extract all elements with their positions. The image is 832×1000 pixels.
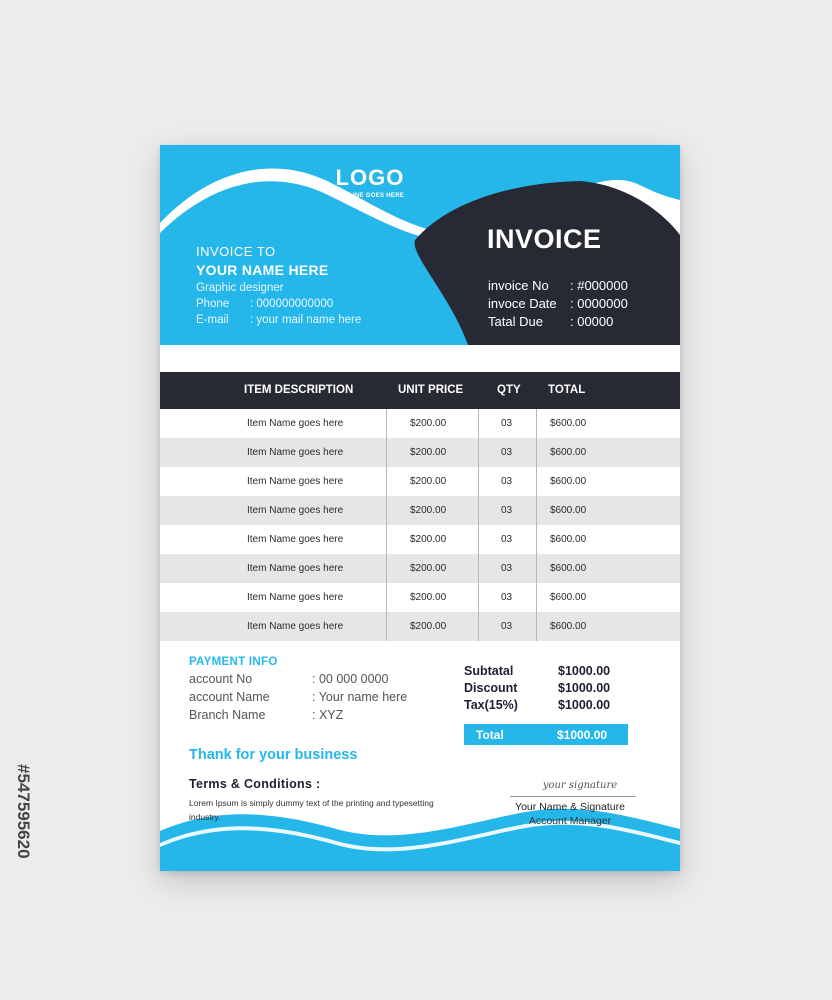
payment-info (189, 656, 407, 722)
email-label: E-mail (196, 314, 229, 326)
account-name-row (189, 690, 407, 704)
account-name-label: account Name (189, 690, 270, 704)
stock-id-watermark (8, 760, 42, 1000)
phone-label: Phone (196, 298, 230, 310)
item-name: Item Name goes here (247, 621, 344, 632)
customer-phone (196, 298, 361, 310)
item-qty: 03 (501, 447, 513, 458)
item-unit-price: $200.00 (410, 563, 447, 574)
header-white-strip (160, 345, 680, 372)
payment-info-title: PAYMENT INFO (189, 656, 278, 668)
branch-name-row (189, 708, 407, 722)
table-row (160, 583, 680, 612)
signature-line (510, 796, 636, 797)
item-name: Item Name goes here (247, 592, 344, 603)
signature-name: Your Name & Signature (515, 801, 625, 813)
total-due-row (488, 314, 628, 329)
item-qty: 03 (501, 476, 513, 487)
total-due-value: : 00000 (570, 314, 614, 329)
subtotal-row (464, 664, 610, 681)
subtotal-label: Subtatal (464, 664, 514, 678)
item-total: $600.00 (550, 534, 587, 545)
table-row (160, 409, 680, 438)
item-qty: 03 (501, 534, 513, 545)
item-total: $600.00 (550, 505, 587, 516)
bill-to-heading: INVOICE TO (196, 244, 276, 259)
item-name: Item Name goes here (247, 447, 344, 458)
logo-tagline: TAGLINE GOES HERE (335, 193, 405, 199)
item-unit-price: $200.00 (410, 447, 447, 458)
invoice-number-label: invoice No (488, 278, 549, 293)
column-divider (536, 409, 537, 641)
column-divider (478, 409, 479, 641)
item-qty: 03 (501, 621, 513, 632)
items-table-header (160, 372, 680, 409)
subtotal-value: $1000.00 (558, 664, 611, 678)
grand-total-value: $1000.00 (557, 728, 608, 742)
terms-body: Lorem Ipsum is simply dummy text of the printing and typesetting industry. (189, 798, 434, 822)
stock-id-text: #547595620 (14, 764, 33, 859)
item-total: $600.00 (550, 418, 587, 429)
discount-row (464, 681, 610, 698)
logo: LOGO (335, 165, 405, 190)
invoice-date-label: invoce Date (488, 296, 557, 311)
invoice-date-row (488, 296, 628, 311)
item-name: Item Name goes here (247, 563, 344, 574)
item-unit-price: $200.00 (410, 534, 447, 545)
tax-row (464, 698, 610, 715)
item-name: Item Name goes here (247, 418, 344, 429)
invoice-number-value: : #000000 (570, 278, 628, 293)
item-unit-price: $200.00 (410, 476, 447, 487)
table-row (160, 554, 680, 583)
item-unit-price: $200.00 (410, 418, 447, 429)
item-unit-price: $200.00 (410, 621, 447, 632)
invoice-number-row (488, 278, 628, 293)
item-total: $600.00 (550, 476, 587, 487)
table-row (160, 496, 680, 525)
branch-name-value: : XYZ (312, 708, 344, 722)
item-unit-price: $200.00 (410, 505, 447, 516)
account-number-row (189, 672, 407, 686)
item-total: $600.00 (550, 563, 587, 574)
item-name: Item Name goes here (247, 505, 344, 516)
tax-label: Tax(15%) (464, 698, 518, 712)
phone-value: : 000000000000 (250, 298, 334, 310)
item-qty: 03 (501, 505, 513, 516)
customer-role: Graphic designer (196, 282, 284, 294)
branch-name-label: Branch Name (189, 708, 266, 722)
invoice-meta (488, 278, 628, 332)
thank-you-message: Thank for your business (189, 747, 358, 763)
invoice-title: INVOICE (487, 224, 602, 254)
item-qty: 03 (501, 592, 513, 603)
item-qty: 03 (501, 563, 513, 574)
item-unit-price: $200.00 (410, 592, 447, 603)
discount-label: Discount (464, 681, 518, 695)
totals-section (464, 664, 610, 715)
table-row (160, 612, 680, 641)
table-row (160, 525, 680, 554)
account-name-value: : Your name here (312, 690, 408, 704)
grand-total-bar (464, 724, 628, 745)
item-total: $600.00 (550, 592, 587, 603)
table-row (160, 467, 680, 496)
item-total: $600.00 (550, 621, 587, 632)
signature-role: Account Manager (528, 815, 612, 827)
item-qty: 03 (501, 418, 513, 429)
item-total: $600.00 (550, 447, 587, 458)
terms-title: Terms & Conditions : (189, 777, 321, 791)
total-due-label: Tatal Due (488, 314, 543, 329)
item-name: Item Name goes here (247, 534, 344, 545)
account-number-label: account No (189, 672, 253, 686)
account-number-value: : 00 000 0000 (312, 672, 389, 686)
discount-value: $1000.00 (558, 681, 611, 695)
invoice-date-value: : 0000000 (570, 296, 628, 311)
item-name: Item Name goes here (247, 476, 344, 487)
tax-value: $1000.00 (558, 698, 611, 712)
signature-script: your signature (542, 780, 618, 791)
col-item-description: ITEM DESCRIPTION (244, 384, 354, 396)
customer-email (196, 314, 361, 326)
col-total: TOTAL (548, 384, 586, 396)
email-value: : your mail name here (250, 314, 362, 326)
col-unit-price: UNIT PRICE (398, 384, 464, 396)
bill-to-section (196, 244, 361, 326)
column-divider (386, 409, 387, 641)
col-qty: QTY (497, 384, 521, 396)
table-row (160, 438, 680, 467)
grand-total-label: Total (476, 728, 504, 742)
invoice-page (160, 145, 680, 871)
customer-name: YOUR NAME HERE (196, 262, 329, 278)
